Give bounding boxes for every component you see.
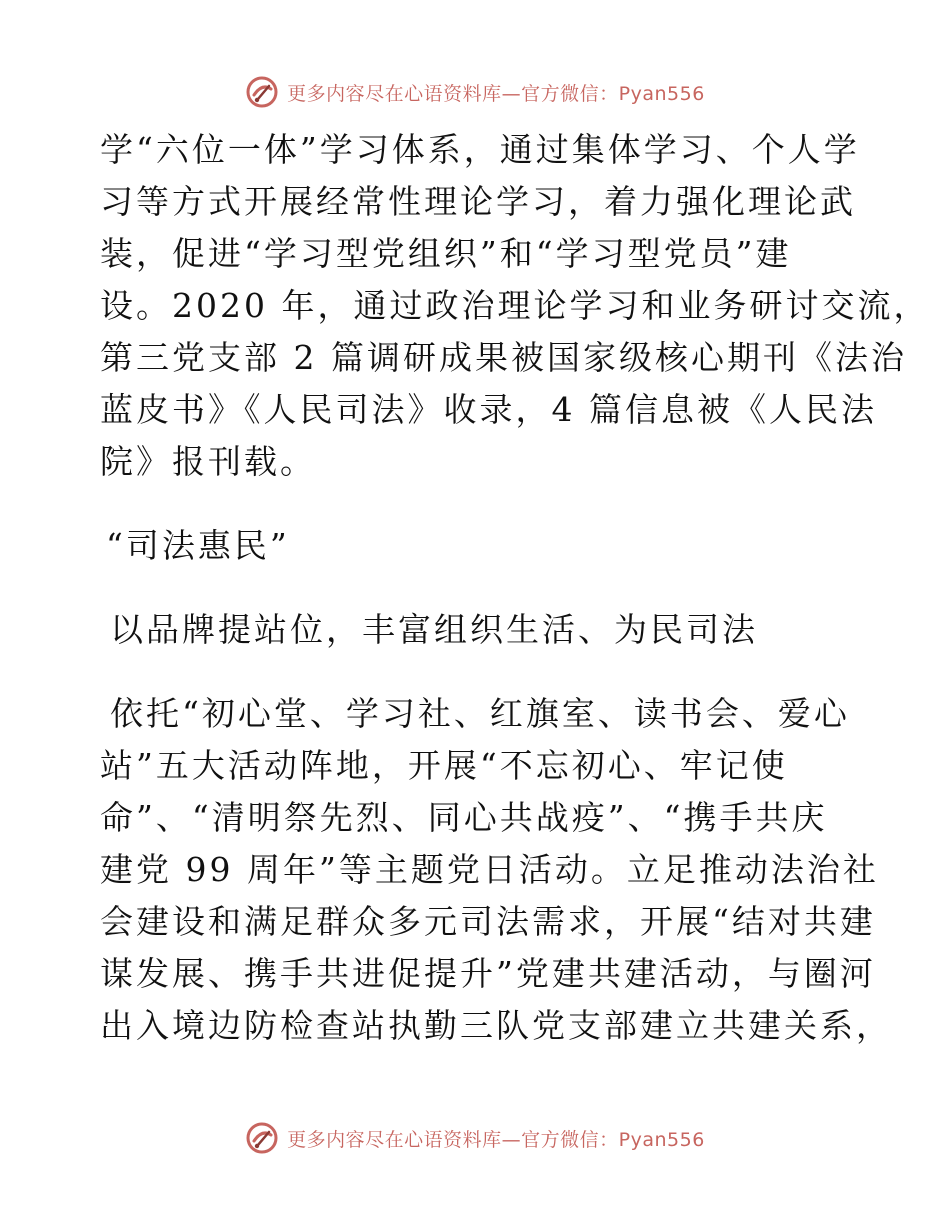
text-line: 依托“初心堂、学习社、红旗室、读书会、爱心 bbox=[110, 694, 850, 733]
watermark-logo-icon bbox=[245, 1121, 279, 1155]
text-line: 学“六位一体”学习体系，通过集体学习、个人学 bbox=[100, 130, 860, 169]
text-line: 蓝皮书》《人民司法》收录，4 篇信息被《人民法 bbox=[100, 390, 877, 429]
section-heading: “司法惠民” bbox=[106, 526, 290, 565]
text-line: 装，促进“学习型党组织”和“学习型党员”建 bbox=[100, 234, 792, 273]
section-subheading: 以品牌提站位，丰富组织生活、为民司法 bbox=[110, 610, 758, 649]
text-line: 出入境边防检查站执勤三队党支部建立共建关系， bbox=[100, 1006, 892, 1045]
text-line: 命”、“清明祭先烈、同心共战疫”、“携手共庆 bbox=[100, 798, 828, 837]
text-line: 第三党支部 2 篇调研成果被国家级核心期刊《法治 bbox=[100, 338, 907, 377]
watermark-text: 更多内容尽在心语资料库—官方微信：Pyan556 bbox=[287, 82, 705, 105]
text-line: 建党 99 周年”等主题党日活动。立足推动法治社 bbox=[100, 850, 879, 889]
paragraph-activities bbox=[100, 688, 892, 1052]
document-body bbox=[100, 124, 930, 1052]
text-line: 设。2020 年，通过政治理论学习和业务研讨交流， bbox=[100, 286, 930, 325]
text-line: 院》报刊载。 bbox=[100, 442, 316, 481]
paragraph-study-system bbox=[100, 124, 930, 488]
footer-watermark bbox=[0, 1118, 950, 1158]
text-line: 会建设和满足群众多元司法需求，开展“结对共建 bbox=[100, 902, 876, 941]
text-line: 谋发展、携手共进促提升”党建共建活动，与圈河 bbox=[100, 954, 876, 993]
text-line: 站”五大活动阵地，开展“不忘初心、牢记使 bbox=[100, 746, 788, 785]
watermark-logo-icon bbox=[245, 75, 279, 109]
watermark-text: 更多内容尽在心语资料库—官方微信：Pyan556 bbox=[287, 1128, 705, 1151]
header-watermark bbox=[0, 72, 950, 112]
text-line: 习等方式开展经常性理论学习，着力强化理论武 bbox=[100, 182, 856, 221]
